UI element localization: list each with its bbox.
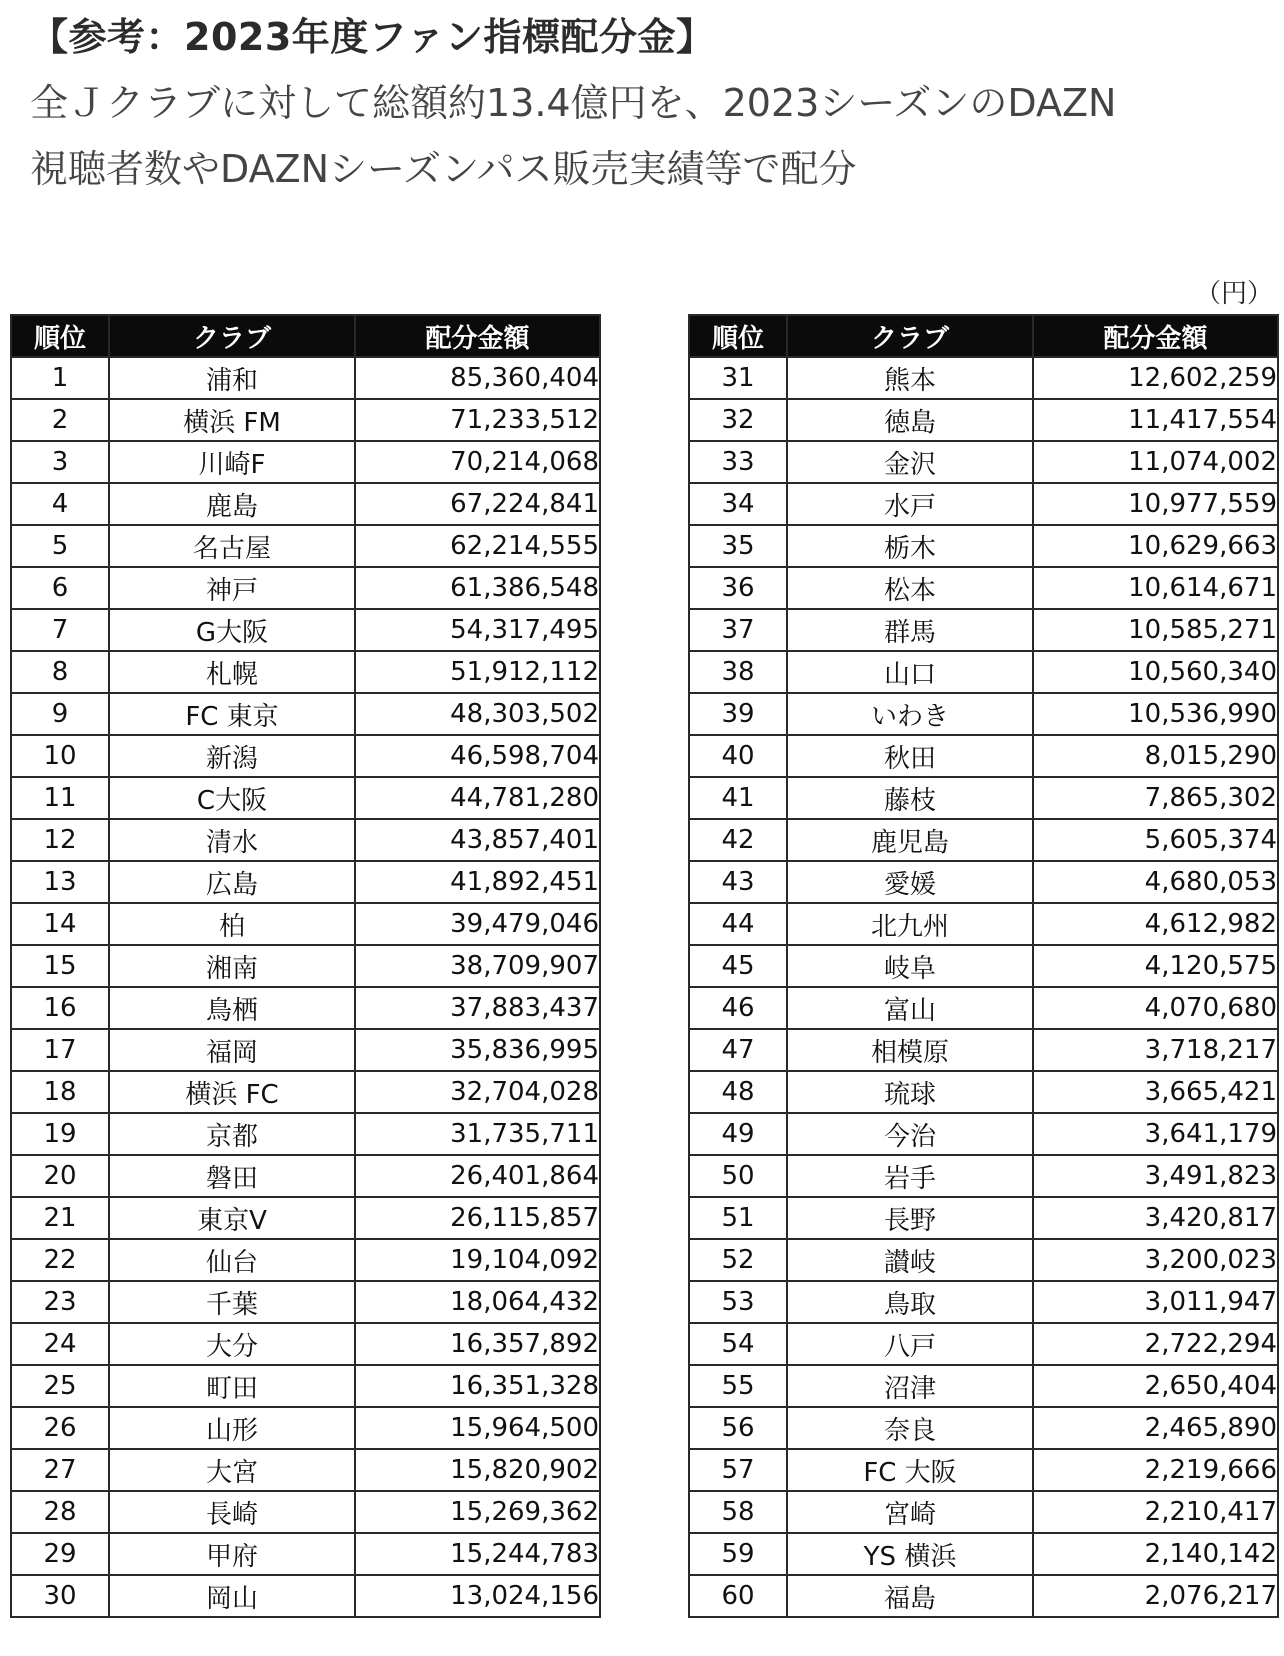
rank-cell: 11 [11,777,109,819]
table-row [689,1113,1278,1155]
amount-cell: 43,857,401 [355,819,600,861]
amount-cell: 15,964,500 [355,1407,600,1449]
rank-cell: 33 [689,441,787,483]
table-row [11,777,600,819]
rank-cell: 58 [689,1491,787,1533]
table-row [11,861,600,903]
rank-cell: 55 [689,1365,787,1407]
rank-cell: 44 [689,903,787,945]
club-cell: 奈良 [787,1407,1033,1449]
amount-cell: 54,317,495 [355,609,600,651]
club-cell: 柏 [109,903,355,945]
table-row [689,1029,1278,1071]
club-cell: 甲府 [109,1533,355,1575]
table-row [689,1365,1278,1407]
allocation-table-right [688,314,1279,1618]
amount-cell: 32,704,028 [355,1071,600,1113]
rank-cell: 59 [689,1533,787,1575]
club-cell: 仙台 [109,1239,355,1281]
amount-cell: 10,536,990 [1033,693,1278,735]
amount-cell: 16,357,892 [355,1323,600,1365]
rank-cell: 29 [11,1533,109,1575]
rank-cell: 27 [11,1449,109,1491]
amount-cell: 11,417,554 [1033,399,1278,441]
header-club: クラブ [109,315,355,357]
club-cell: G大阪 [109,609,355,651]
club-cell: 神戸 [109,567,355,609]
club-cell: 水戸 [787,483,1033,525]
table-row [689,1449,1278,1491]
header-rank: 順位 [689,315,787,357]
table-row [689,861,1278,903]
table-row [11,441,600,483]
rank-cell: 40 [689,735,787,777]
club-cell: 山形 [109,1407,355,1449]
table-row [689,609,1278,651]
club-cell: 群馬 [787,609,1033,651]
club-cell: 琉球 [787,1071,1033,1113]
rank-cell: 57 [689,1449,787,1491]
amount-cell: 3,420,817 [1033,1197,1278,1239]
rank-cell: 31 [689,357,787,399]
table-row [11,945,600,987]
rank-cell: 5 [11,525,109,567]
table-header-row [11,315,600,357]
club-cell: 藤枝 [787,777,1033,819]
amount-cell: 2,076,217 [1033,1575,1278,1617]
club-cell: 町田 [109,1365,355,1407]
amount-cell: 48,303,502 [355,693,600,735]
table-row [689,1197,1278,1239]
table-row [11,819,600,861]
club-cell: 名古屋 [109,525,355,567]
club-cell: 熊本 [787,357,1033,399]
rank-cell: 12 [11,819,109,861]
amount-cell: 15,820,902 [355,1449,600,1491]
rank-cell: 54 [689,1323,787,1365]
amount-cell: 46,598,704 [355,735,600,777]
club-cell: 京都 [109,1113,355,1155]
club-cell: 宮崎 [787,1491,1033,1533]
amount-cell: 4,070,680 [1033,987,1278,1029]
table-row [11,357,600,399]
rank-cell: 52 [689,1239,787,1281]
rank-cell: 53 [689,1281,787,1323]
rank-cell: 39 [689,693,787,735]
club-cell: 鹿島 [109,483,355,525]
table-row [689,483,1278,525]
club-cell: 鹿児島 [787,819,1033,861]
amount-cell: 2,140,142 [1033,1533,1278,1575]
club-cell: 鳥取 [787,1281,1033,1323]
club-cell: C大阪 [109,777,355,819]
amount-cell: 70,214,068 [355,441,600,483]
rank-cell: 20 [11,1155,109,1197]
club-cell: 千葉 [109,1281,355,1323]
amount-cell: 85,360,404 [355,357,600,399]
table-row [11,1449,600,1491]
table-row [689,819,1278,861]
table-header-row [689,315,1278,357]
table-row [689,1281,1278,1323]
amount-cell: 5,605,374 [1033,819,1278,861]
amount-cell: 3,641,179 [1033,1113,1278,1155]
club-cell: 横浜 FM [109,399,355,441]
rank-cell: 28 [11,1491,109,1533]
table-row [689,945,1278,987]
page-title: 【参考：2023年度ファン指標配分金】 [30,15,715,59]
amount-cell: 2,219,666 [1033,1449,1278,1491]
club-cell: 福島 [787,1575,1033,1617]
table-row [11,735,600,777]
amount-cell: 10,977,559 [1033,483,1278,525]
amount-cell: 12,602,259 [1033,357,1278,399]
club-cell: 札幌 [109,651,355,693]
amount-cell: 67,224,841 [355,483,600,525]
allocation-table-left [10,314,601,1618]
amount-cell: 10,585,271 [1033,609,1278,651]
table-row [11,693,600,735]
amount-cell: 10,629,663 [1033,525,1278,567]
club-cell: 松本 [787,567,1033,609]
table-row [11,1365,600,1407]
rank-cell: 45 [689,945,787,987]
amount-cell: 71,233,512 [355,399,600,441]
club-cell: 愛媛 [787,861,1033,903]
table-row [689,525,1278,567]
rank-cell: 43 [689,861,787,903]
table-row [689,441,1278,483]
club-cell: 磐田 [109,1155,355,1197]
table-row [689,1575,1278,1617]
rank-cell: 26 [11,1407,109,1449]
table-row [11,399,600,441]
amount-cell: 3,491,823 [1033,1155,1278,1197]
rank-cell: 22 [11,1239,109,1281]
amount-cell: 2,722,294 [1033,1323,1278,1365]
rank-cell: 24 [11,1323,109,1365]
amount-cell: 8,015,290 [1033,735,1278,777]
rank-cell: 50 [689,1155,787,1197]
unit-label: （円） [1195,279,1274,309]
rank-cell: 49 [689,1113,787,1155]
table-row [689,567,1278,609]
rank-cell: 14 [11,903,109,945]
club-cell: 岩手 [787,1155,1033,1197]
amount-cell: 35,836,995 [355,1029,600,1071]
table-row [11,609,600,651]
rank-cell: 36 [689,567,787,609]
amount-cell: 3,665,421 [1033,1071,1278,1113]
club-cell: 今治 [787,1113,1033,1155]
header-amount: 配分金額 [355,315,600,357]
rank-cell: 47 [689,1029,787,1071]
table-row [689,903,1278,945]
rank-cell: 23 [11,1281,109,1323]
rank-cell: 4 [11,483,109,525]
subtitle-line-2: 視聴者数やDAZNシーズンパス販売実績等で配分 [30,147,857,191]
club-cell: 金沢 [787,441,1033,483]
amount-cell: 38,709,907 [355,945,600,987]
table-row [689,357,1278,399]
table-row [689,1071,1278,1113]
rank-cell: 2 [11,399,109,441]
rank-cell: 15 [11,945,109,987]
table-row [11,1029,600,1071]
amount-cell: 10,614,671 [1033,567,1278,609]
amount-cell: 31,735,711 [355,1113,600,1155]
club-cell: 徳島 [787,399,1033,441]
table-row [11,1197,600,1239]
club-cell: 長野 [787,1197,1033,1239]
club-cell: 大分 [109,1323,355,1365]
subtitle-line-1: 全Ｊクラブに対して総額約13.4億円を、2023シーズンのDAZN [30,81,1117,125]
club-cell: 福岡 [109,1029,355,1071]
rank-cell: 9 [11,693,109,735]
table-row [11,1239,600,1281]
table-row [689,1533,1278,1575]
club-cell: 浦和 [109,357,355,399]
table-row [689,777,1278,819]
amount-cell: 4,680,053 [1033,861,1278,903]
club-cell: いわき [787,693,1033,735]
rank-cell: 21 [11,1197,109,1239]
club-cell: 八戸 [787,1323,1033,1365]
amount-cell: 26,401,864 [355,1155,600,1197]
amount-cell: 44,781,280 [355,777,600,819]
amount-cell: 39,479,046 [355,903,600,945]
club-cell: 讃岐 [787,1239,1033,1281]
rank-cell: 60 [689,1575,787,1617]
table-row [11,651,600,693]
club-cell: 岐阜 [787,945,1033,987]
rank-cell: 37 [689,609,787,651]
amount-cell: 2,465,890 [1033,1407,1278,1449]
club-cell: 山口 [787,651,1033,693]
table-row [689,987,1278,1029]
amount-cell: 3,200,023 [1033,1239,1278,1281]
rank-cell: 32 [689,399,787,441]
rank-cell: 56 [689,1407,787,1449]
rank-cell: 1 [11,357,109,399]
table-row [689,735,1278,777]
rank-cell: 35 [689,525,787,567]
table-row [11,1575,600,1617]
club-cell: 新潟 [109,735,355,777]
amount-cell: 4,120,575 [1033,945,1278,987]
club-cell: 岡山 [109,1575,355,1617]
club-cell: 湘南 [109,945,355,987]
rank-cell: 42 [689,819,787,861]
amount-cell: 41,892,451 [355,861,600,903]
table-row [11,1533,600,1575]
table-row [689,1155,1278,1197]
rank-cell: 17 [11,1029,109,1071]
rank-cell: 51 [689,1197,787,1239]
rank-cell: 19 [11,1113,109,1155]
amount-cell: 16,351,328 [355,1365,600,1407]
amount-cell: 61,386,548 [355,567,600,609]
table-row [11,483,600,525]
amount-cell: 15,244,783 [355,1533,600,1575]
rank-cell: 16 [11,987,109,1029]
club-cell: 東京V [109,1197,355,1239]
table-row [689,1407,1278,1449]
club-cell: YS 横浜 [787,1533,1033,1575]
club-cell: 北九州 [787,903,1033,945]
amount-cell: 37,883,437 [355,987,600,1029]
table-row [11,1281,600,1323]
header-club: クラブ [787,315,1033,357]
amount-cell: 3,718,217 [1033,1029,1278,1071]
rank-cell: 10 [11,735,109,777]
table-row [11,1323,600,1365]
table-row [11,1491,600,1533]
club-cell: FC 東京 [109,693,355,735]
table-row [11,1155,600,1197]
amount-cell: 19,104,092 [355,1239,600,1281]
rank-cell: 8 [11,651,109,693]
table-row [689,651,1278,693]
rank-cell: 13 [11,861,109,903]
table-row [11,567,600,609]
club-cell: 長崎 [109,1491,355,1533]
amount-cell: 3,011,947 [1033,1281,1278,1323]
rank-cell: 18 [11,1071,109,1113]
amount-cell: 13,024,156 [355,1575,600,1617]
club-cell: 富山 [787,987,1033,1029]
club-cell: 相模原 [787,1029,1033,1071]
rank-cell: 6 [11,567,109,609]
amount-cell: 2,210,417 [1033,1491,1278,1533]
rank-cell: 46 [689,987,787,1029]
club-cell: 清水 [109,819,355,861]
amount-cell: 18,064,432 [355,1281,600,1323]
table-row [11,903,600,945]
table-row [11,525,600,567]
rank-cell: 41 [689,777,787,819]
table-row [11,1113,600,1155]
header-rank: 順位 [11,315,109,357]
amount-cell: 7,865,302 [1033,777,1278,819]
rank-cell: 7 [11,609,109,651]
rank-cell: 3 [11,441,109,483]
club-cell: 大宮 [109,1449,355,1491]
amount-cell: 2,650,404 [1033,1365,1278,1407]
table-row [11,1407,600,1449]
amount-cell: 62,214,555 [355,525,600,567]
table-row [689,1491,1278,1533]
table-row [689,1323,1278,1365]
rank-cell: 34 [689,483,787,525]
rank-cell: 38 [689,651,787,693]
club-cell: 秋田 [787,735,1033,777]
club-cell: 沼津 [787,1365,1033,1407]
rank-cell: 48 [689,1071,787,1113]
header-amount: 配分金額 [1033,315,1278,357]
table-row [11,987,600,1029]
club-cell: 鳥栖 [109,987,355,1029]
amount-cell: 4,612,982 [1033,903,1278,945]
table-row [689,693,1278,735]
table-row [689,1239,1278,1281]
amount-cell: 15,269,362 [355,1491,600,1533]
rank-cell: 30 [11,1575,109,1617]
club-cell: 横浜 FC [109,1071,355,1113]
table-row [689,399,1278,441]
amount-cell: 51,912,112 [355,651,600,693]
table-row [11,1071,600,1113]
rank-cell: 25 [11,1365,109,1407]
club-cell: FC 大阪 [787,1449,1033,1491]
amount-cell: 10,560,340 [1033,651,1278,693]
amount-cell: 11,074,002 [1033,441,1278,483]
club-cell: 栃木 [787,525,1033,567]
club-cell: 川崎F [109,441,355,483]
club-cell: 広島 [109,861,355,903]
amount-cell: 26,115,857 [355,1197,600,1239]
